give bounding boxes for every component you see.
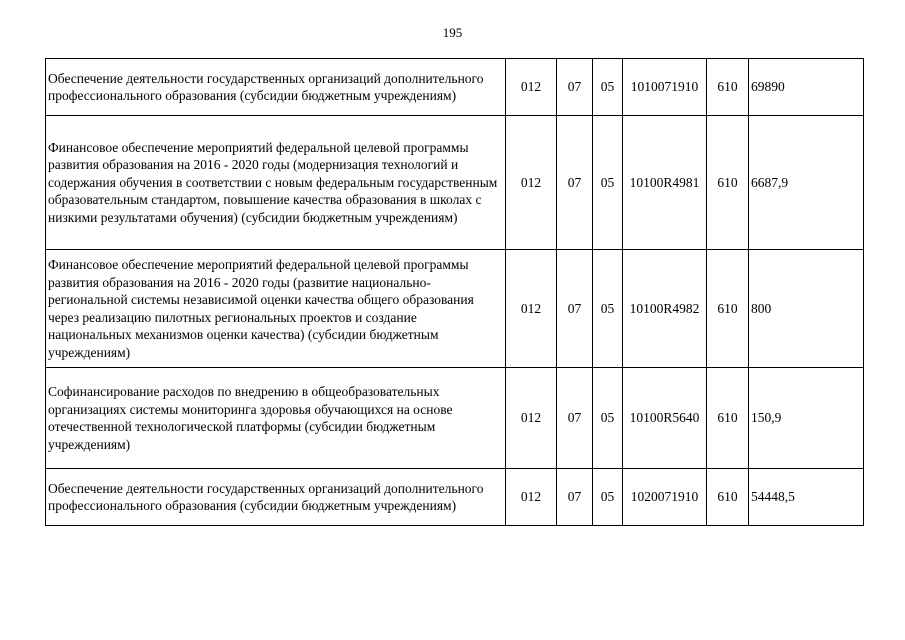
row-amount: 69890 (749, 59, 864, 116)
budget-table (45, 58, 864, 526)
row-grbs-code: 012 (506, 250, 557, 368)
row-amount: 800 (749, 250, 864, 368)
table-row (46, 59, 864, 116)
page-number: 195 (442, 25, 463, 40)
row-subsection-code: 05 (593, 368, 623, 469)
row-subsection-code: 05 (593, 116, 623, 250)
row-target-article-code: 10100R4982 (623, 250, 707, 368)
row-amount: 54448,5 (749, 469, 864, 526)
row-grbs-code: 012 (506, 59, 557, 116)
row-description: Обеспечение деятельности государственных организаций дополнительного профессионального образования (субсидии бюджетным учреждениям) (46, 59, 506, 116)
row-description: Софинансирование расходов по внедрению в общеобразовательных организациях системы мониторинга здоровья обучающихся на основе отечественной технологической платформы (субсидии бюджетным учреждениям) (46, 368, 506, 469)
row-description: Обеспечение деятельности государственных организаций дополнительного профессионального образования (субсидии бюджетным учреждениям) (46, 469, 506, 526)
row-expense-type-code: 610 (707, 250, 749, 368)
row-subsection-code: 05 (593, 59, 623, 116)
row-grbs-code: 012 (506, 368, 557, 469)
row-section-code: 07 (557, 368, 593, 469)
row-section-code: 07 (557, 469, 593, 526)
row-section-code: 07 (557, 250, 593, 368)
table-row (46, 250, 864, 368)
row-expense-type-code: 610 (707, 59, 749, 116)
table-row (46, 116, 864, 250)
row-amount: 150,9 (749, 368, 864, 469)
row-amount: 6687,9 (749, 116, 864, 250)
row-target-article-code: 1010071910 (623, 59, 707, 116)
row-description: Финансовое обеспечение мероприятий федеральной целевой программы развития образования на 2016 - 2020 годы (развитие национально-региональной системы независимой оценки качества общего образования через реализацию пилотных региональных проектов и создание национальных механизмов оценки качества) (субсидии бюджетным учреждениям) (46, 250, 506, 368)
row-target-article-code: 10100R5640 (623, 368, 707, 469)
row-section-code: 07 (557, 116, 593, 250)
row-subsection-code: 05 (593, 469, 623, 526)
row-grbs-code: 012 (506, 116, 557, 250)
row-expense-type-code: 610 (707, 469, 749, 526)
row-section-code: 07 (557, 59, 593, 116)
row-target-article-code: 1020071910 (623, 469, 707, 526)
row-target-article-code: 10100R4981 (623, 116, 707, 250)
table-row (46, 368, 864, 469)
row-grbs-code: 012 (506, 469, 557, 526)
row-expense-type-code: 610 (707, 368, 749, 469)
row-subsection-code: 05 (593, 250, 623, 368)
table-row (46, 469, 864, 526)
row-description: Финансовое обеспечение мероприятий федеральной целевой программы развития образования на 2016 - 2020 годы (модернизация технологий и содержания обучения в соответствии с новым федеральным государственным образовательным стандартом, повышение качества образования в школах с низкими результатами обучения) (субсидии бюджетным учреждениям) (46, 116, 506, 250)
row-expense-type-code: 610 (707, 116, 749, 250)
